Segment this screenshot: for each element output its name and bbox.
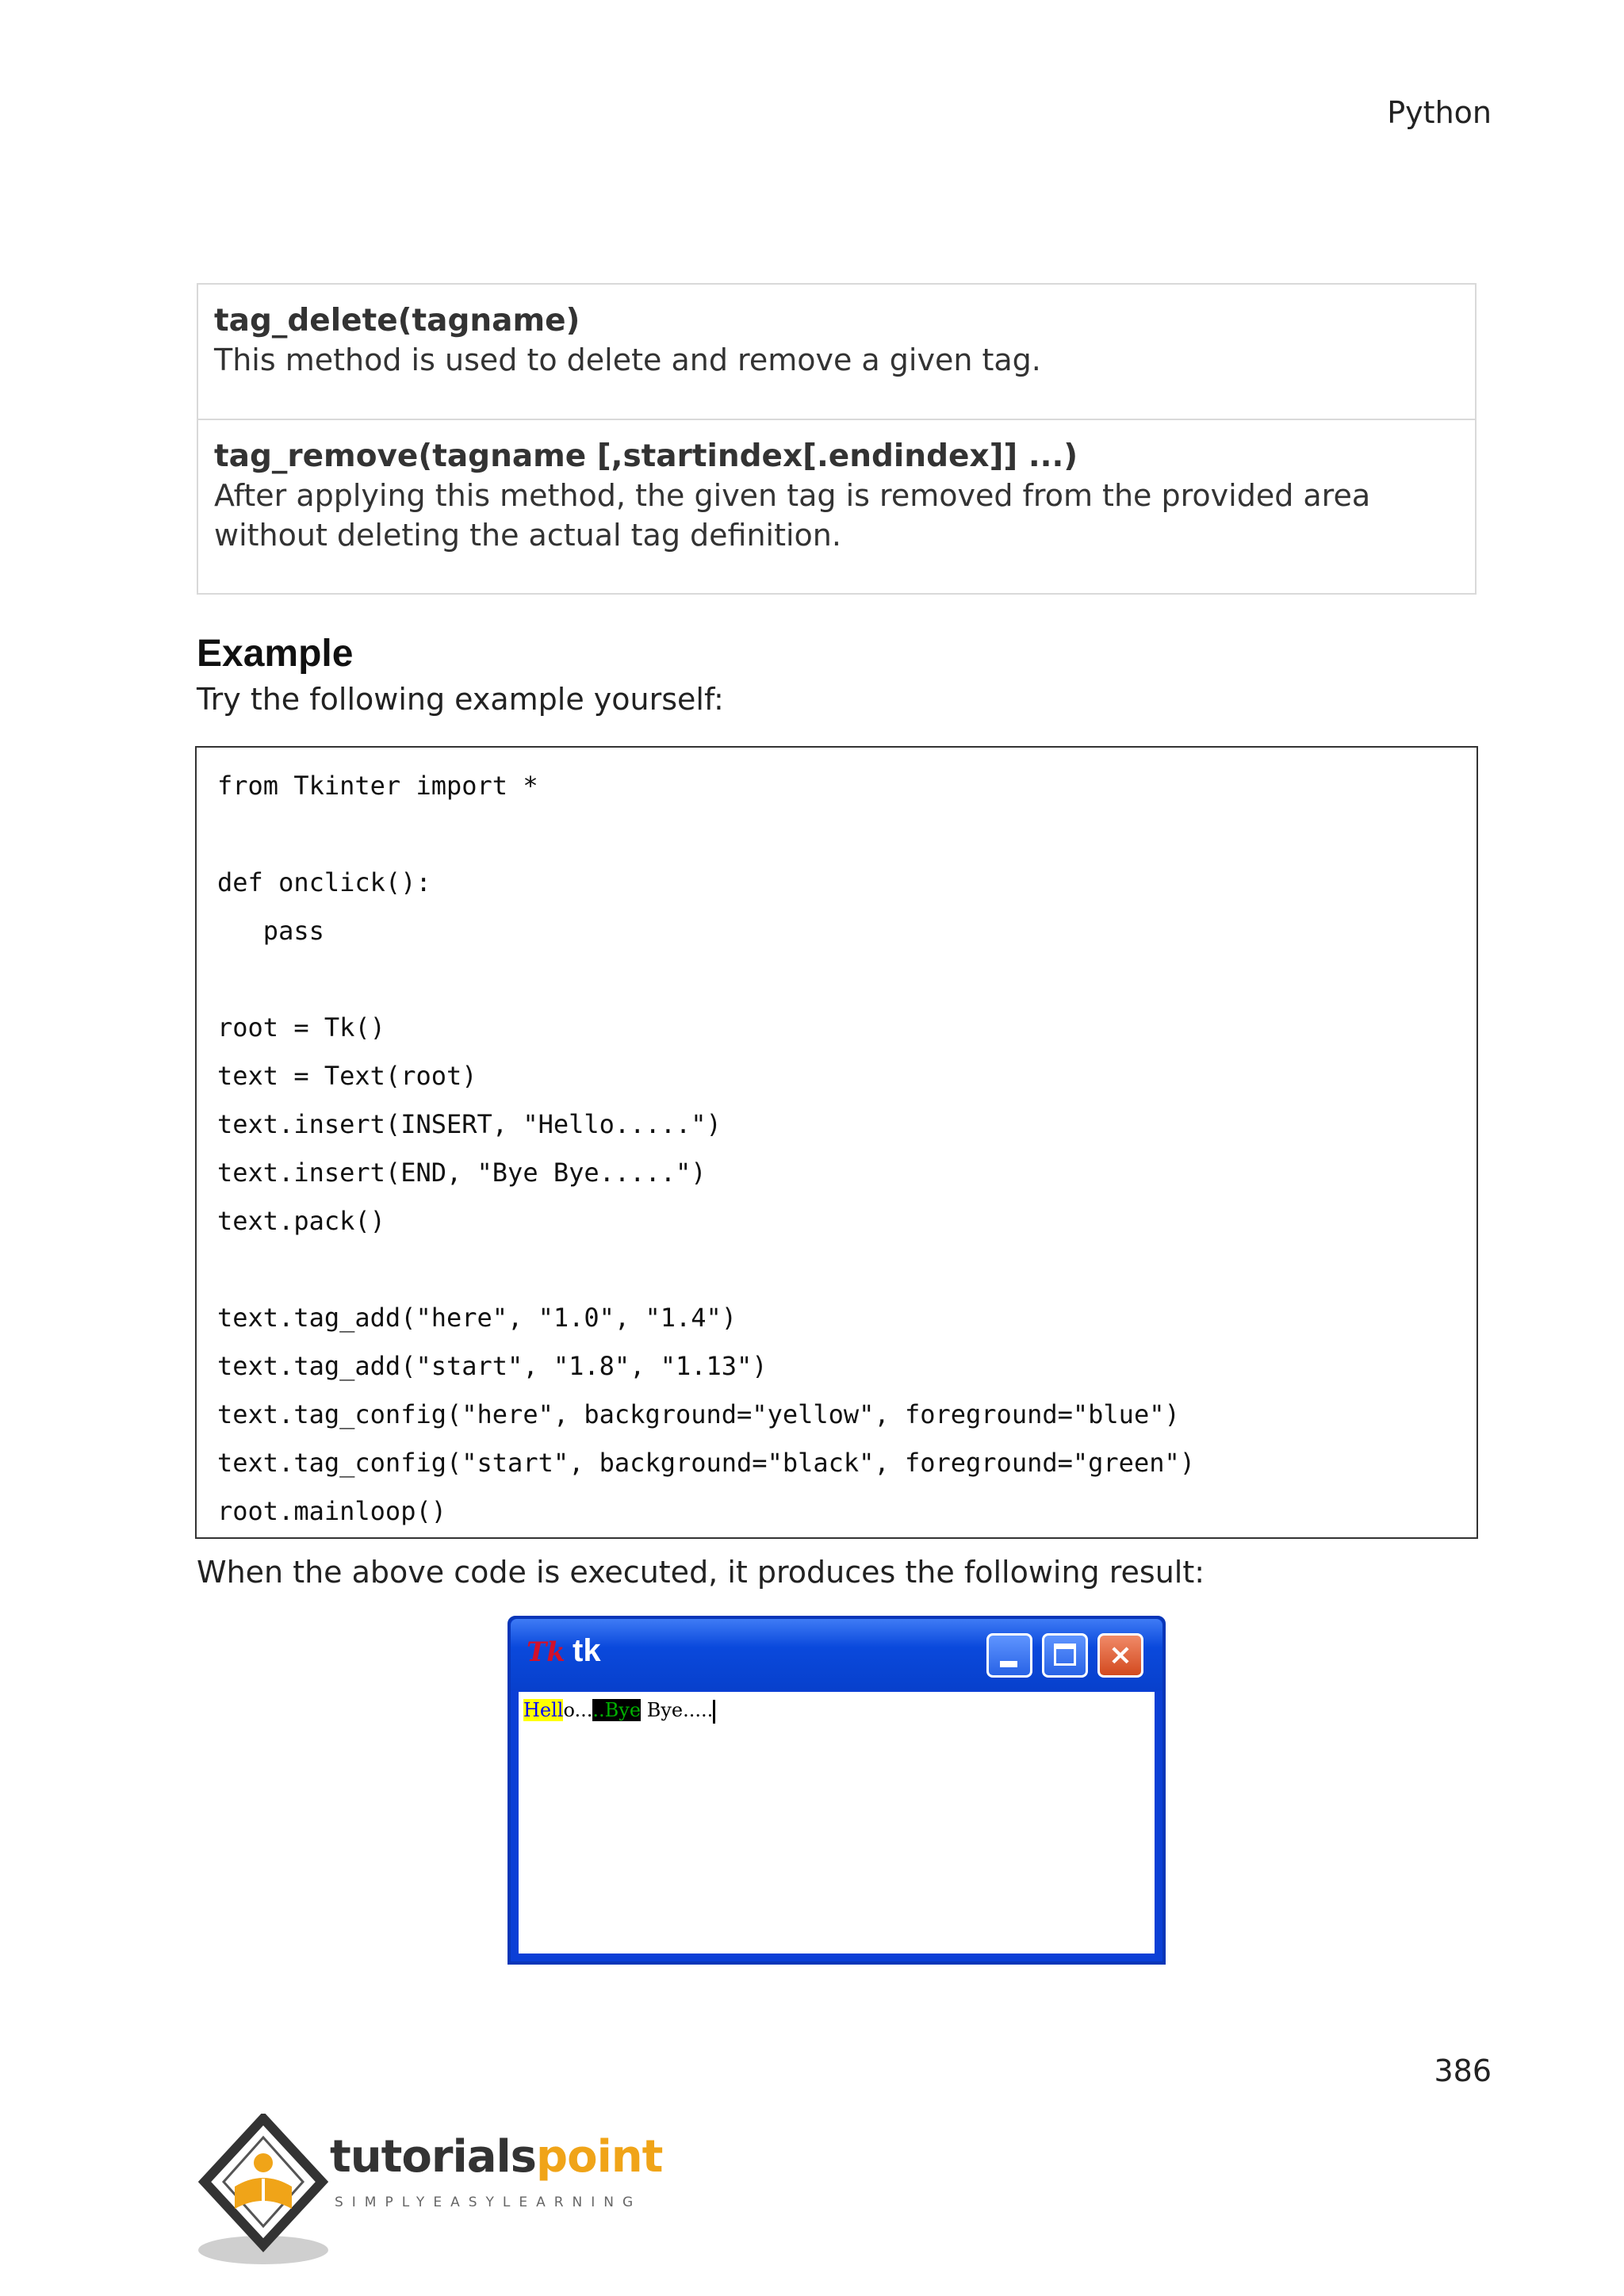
method-row — [198, 285, 1475, 420]
code-line: text.pack() — [217, 1206, 385, 1236]
maximize-button[interactable] — [1042, 1633, 1088, 1678]
method-description: After applying this method, the given tag is removed from the provided area — [214, 478, 1371, 513]
methods-table — [197, 283, 1477, 595]
logo-word-point: point — [536, 2131, 663, 2183]
code-line: text.tag_config("here", background="yellow", foreground="blue") — [217, 1399, 1180, 1429]
minimize-button[interactable] — [986, 1633, 1032, 1678]
page-header-title: Python — [1387, 95, 1492, 130]
code-line: text.insert(END, "Bye Bye.....") — [217, 1158, 707, 1188]
code-line: def onclick(): — [217, 867, 431, 897]
code-line: root.mainloop() — [217, 1496, 446, 1526]
plain-text: o... — [563, 1699, 593, 1721]
code-line: text.tag_add("here", "1.0", "1.4") — [217, 1303, 737, 1333]
close-button[interactable] — [1097, 1633, 1143, 1678]
code-line: pass — [217, 916, 324, 946]
code-line: text.tag_add("start", "1.8", "1.13") — [217, 1351, 768, 1381]
section-heading: Example — [197, 633, 354, 675]
maximize-icon — [1054, 1644, 1076, 1666]
tk-text-widget[interactable] — [519, 1692, 1155, 1954]
tag-here-text: Hell — [523, 1699, 564, 1721]
result-text: When the above code is executed, it produces the following result: — [197, 1555, 1205, 1590]
code-line — [217, 955, 1477, 1004]
method-description: This method is used to delete and remove a given tag. — [214, 342, 1041, 377]
text-cursor — [713, 1700, 715, 1724]
code-block — [195, 746, 1478, 1539]
method-row — [198, 420, 1475, 593]
code-line: root = Tk() — [217, 1012, 385, 1043]
logo-tagline: SIMPLYEASYLEARNING — [335, 2195, 642, 2210]
intro-text: Try the following example yourself: — [197, 682, 724, 717]
code-line — [217, 1246, 1477, 1294]
tk-text-content — [523, 1697, 715, 1724]
logo-emblem-icon — [195, 2114, 330, 2272]
code-line: text.tag_config("start", background="black", foreground="green") — [217, 1448, 1195, 1478]
close-icon: × — [1108, 1639, 1133, 1671]
tk-window-title: tk — [573, 1633, 601, 1668]
code-line: text.insert(INSERT, "Hello.....") — [217, 1109, 722, 1139]
tk-titlebar[interactable] — [511, 1619, 1162, 1690]
tk-window-screenshot — [508, 1616, 1166, 1965]
method-description: without deleting the actual tag definition. — [214, 518, 841, 553]
method-name: tag_delete(tagname) — [214, 303, 580, 339]
tk-feather-icon: Tk — [527, 1636, 565, 1668]
logo-word-tutorials: tutorials — [330, 2131, 537, 2183]
tag-start-text: ..Bye — [592, 1699, 642, 1721]
minimize-icon — [1000, 1661, 1017, 1667]
page-number: 386 — [1434, 2053, 1492, 2088]
code-line — [217, 810, 1477, 859]
code-line: text = Text(root) — [217, 1061, 477, 1091]
method-name: tag_remove(tagname [,startindex[.endindex]] ...) — [214, 438, 1078, 474]
plain-text: Bye..... — [641, 1699, 714, 1721]
tutorialspoint-logo — [195, 2114, 687, 2272]
logo-wordmark — [330, 2131, 662, 2183]
code-line: from Tkinter import * — [217, 771, 538, 801]
